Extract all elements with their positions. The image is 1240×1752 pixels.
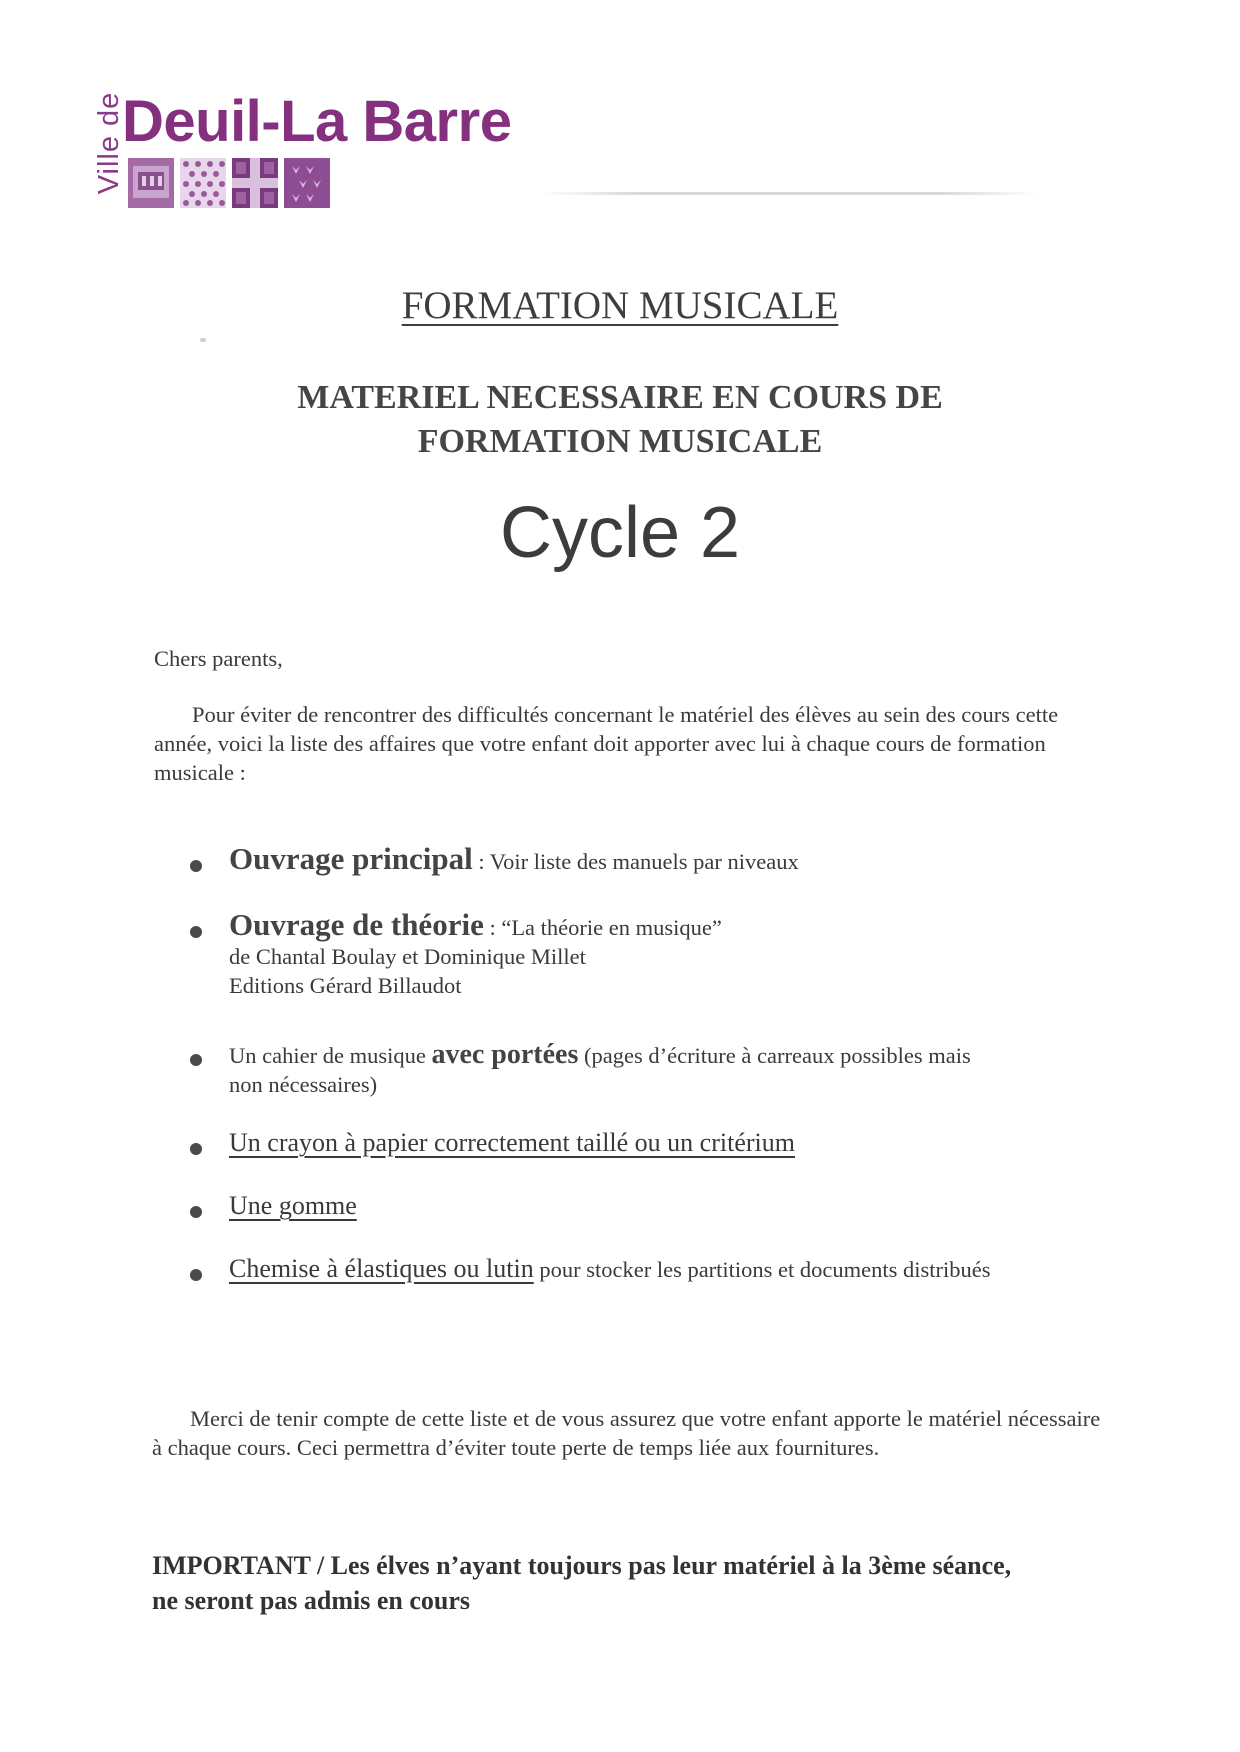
list-item [0,1040,1240,1110]
bullet-icon [190,860,202,872]
item-text: : “La théorie en musique” [483,915,722,940]
subtitle [0,376,1240,464]
list-item [0,1191,1240,1231]
scan-speck [200,338,206,342]
item-underlined: Une gomme [229,1191,357,1220]
item-heading: Ouvrage de théorie [229,907,484,942]
intro-paragraph: Pour éviter de rencontrer des difficultés concernant le matériel des élèves au sein des cours cette année, voici la liste des affaires que votre enfant doit apporter avec lui à chaque cours de formation musicale : [154,702,1059,785]
item-author-line: de Chantal Boulay et Dominique Millet [229,944,586,969]
list-item [0,907,1240,1010]
list-item [0,841,1240,888]
salutation: Chers parents, [154,646,283,671]
logo-ville-text: Ville de [93,91,125,195]
list-item [0,1254,1240,1294]
coat-of-arms-blocks [128,152,348,212]
item-text-post: pour stocker les partitions et documents distribués [533,1257,991,1282]
item-continuation: non nécessaires) [229,1072,378,1097]
important-notice [152,1548,1152,1618]
list-item-content [229,841,1109,876]
list-item-content [229,1191,1109,1221]
list-item-content [229,1254,1109,1284]
important-line-1: IMPORTANT / Les élves n’ayant toujours pas leur matériel à la 3ème séance, [152,1551,1012,1580]
town-logo [84,89,544,217]
closing-paragraph: Merci de tenir compte de cette liste et de vous assurez que votre enfant apporte le matériel nécessaire à chaque cours. Ceci permettra d’éviter toute perte de temps liée aux fournitures. [152,1406,1101,1460]
item-underlined: Un crayon à papier correctement taillé ou un critérium [229,1128,795,1157]
bullet-icon [190,1206,202,1218]
bullet-icon [190,926,202,938]
header-divider [540,192,1040,195]
item-underlined: Chemise à élastiques ou lutin [229,1254,534,1283]
subtitle-line-2: FORMATION MUSICALE [417,423,823,460]
item-publisher-line: Editions Gérard Billaudot [229,973,462,998]
subtitle-line-1: MATERIEL NECESSAIRE EN COURS DE [297,379,943,416]
item-text: : Voir liste des manuels par niveaux [472,849,799,874]
list-item-content [229,1128,1109,1158]
item-heading: Ouvrage principal [229,841,473,876]
list-item-content [229,907,1109,1000]
item-text-post: (pages d’écriture à carreaux possibles mais [578,1043,971,1068]
cycle-title: Cycle 2 [499,493,741,573]
bullet-icon [190,1054,202,1066]
logo-town-name: Deuil-La Barre [122,89,512,154]
bullet-icon [190,1143,202,1155]
list-item [0,1128,1240,1168]
item-text-pre: Un cahier de musique [229,1043,432,1068]
bullet-icon [190,1269,202,1281]
item-emphasis: avec portées [431,1039,579,1070]
main-title [0,283,1240,328]
list-item-content [229,1040,1109,1099]
important-line-2: ne seront pas admis en cours [152,1586,471,1615]
main-title-text: FORMATION MUSICALE [401,284,839,327]
